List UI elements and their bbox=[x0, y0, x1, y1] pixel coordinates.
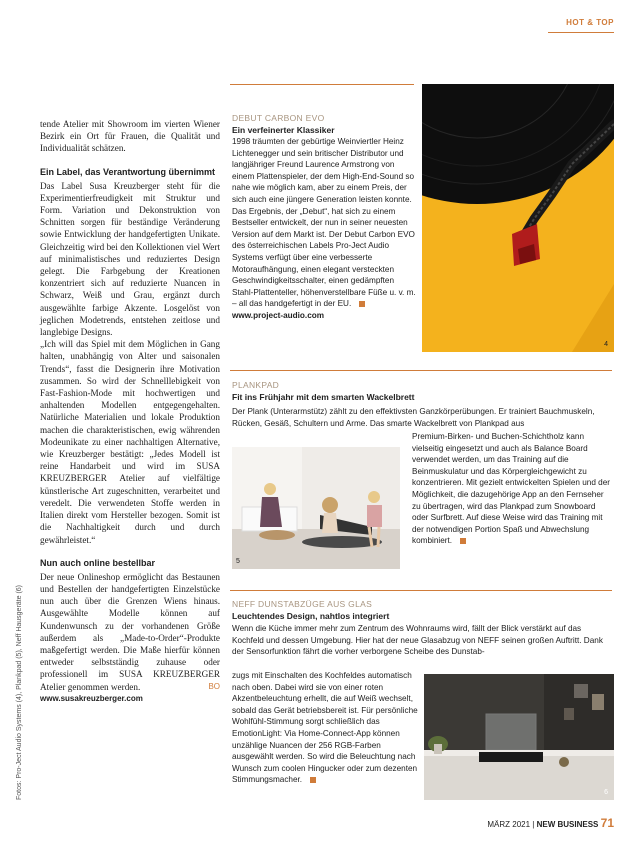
issue-date: MÄRZ 2021 bbox=[487, 820, 531, 829]
website-link[interactable]: www.susakreuzberger.com bbox=[40, 693, 143, 703]
paragraph: Das Label Susa Kreuzberger steht für die Experimentierfreudigkeit mit Struktur und Form. Variation und Dekonstruktion von Schnitten sorgen für beständige Veränderung sowie Entwicklung der handgefertigten Unikate. Gleichzeitig wird bei den Kollektionen viel Wert auf minimalistisches und reduziertes Design gelegt. Die Farbgebung der Kreationen konzentriert sich auf reduzierte Nuancen in Schwarz, Weiß und Grau, ergänzt durch ausgewählte farbige Akzente. Losgelöst von jeglichen Modetrends, entstehen zeitlose und langlebige Designs. bbox=[40, 180, 220, 338]
subheading: Nun auch online bestellbar bbox=[40, 557, 156, 568]
plank-body bbox=[412, 431, 612, 547]
plank-heading bbox=[232, 380, 612, 403]
paragraph: „Ich will das Spiel mit dem Möglichen in Gang halten, unabhängig von Alter und saisonalen Trends“, fasst die Designerin ihre Motivation zusammen. So wird der Schnelllebigkeit von Fast-Fashion-Mode mit hochwertigen und anhaltenden Modellen entgegengehalten. Natürliche Materialien und lokale Produktion machen die charakteristischen, ewig währenden Modeunikate zu einer nachhaltigen Alternative, wie Kreuzberger bestätigt: „Jedes Modell ist reine Handarbeit und wird im SUSA KREUZBERGER Atelier auf vielfältige künstlerische Art zugeschnitten, verarbeitet und veredelt. Die verwendeten Stoffe werden in Italien direkt vom Hersteller bezogen. Somit ist die Nachhaltigkeit durch und durch gewährleistet.“ bbox=[40, 339, 220, 545]
debut-article bbox=[232, 113, 416, 322]
article-body-text: 1998 träumten der gebürtige Weinviertler Heinz Lichtenegger und sein britischer Distributor und langjähriger Freund Laurence Armstrong von einem Plattenspieler, der dem High-End-Sound so nahe wie möglich kam, aber zu einem Preis, der sich auch eine jüngere Generation leisten konnte. Das Ergebnis, der „Debut“, hat sich zu einem Bestseller entwickelt, der nun in seiner neuesten Version auf dem Markt ist. Der Debut Carbon EVO des österreichischen Labels Pro-Ject Audio Systems verfügt über eine verbesserte Motoraufhängung, einen elegant versteckten Geschwindigkeitsschalter, einen gedämpften Stahl-Plattenteller, höhenverstellbare Füße u. v. m. – all das handgefertigt in der EU. bbox=[232, 137, 416, 309]
neff-intro: Wenn die Küche immer mehr zum Zentrum des Wohnraums wird, fällt der Blick verstärkt auf das Kochfeld und dessen Umgebung. Hier hat der neue Glasabzug von NEFF seinen großen Auftritt. Dank der Sensorfunktion fährt die vorher verborgene Scheibe des Dunstab- bbox=[232, 624, 603, 657]
website-link[interactable]: www.project-audio.com bbox=[232, 310, 325, 320]
neff-body bbox=[232, 670, 418, 786]
paragraph bbox=[40, 571, 220, 693]
end-mark bbox=[310, 777, 316, 783]
section-label: HOT & TOP bbox=[566, 18, 614, 27]
kitchen-illustration bbox=[424, 674, 614, 800]
col-rule-neff bbox=[230, 590, 612, 591]
neff-heading bbox=[232, 599, 612, 622]
article-body-text: zugs mit Einschalten des Kochfeldes automatisch nach oben. Dabei wird sie von einer roten Akzentbeleuchtung erhellt, die auf Weiß wechselt, sobald das Gerät betriebsbereit ist. Für persönliche Wohlfühl-Stimmung sorgt schließlich das EmotionLight: Via Home-Connect-App können unzählige Nuancen der 256 RGB-Farben ausgewählt werden. So wird die Beleuchtung nach Wunsch zum coolen Hingucker oder zum dezenten Stimmungsmacher. bbox=[232, 671, 418, 785]
image-number: 5 bbox=[236, 558, 240, 565]
plank-intro: Der Plank (Unterarmstütz) zählt zu den effektivsten Ganzkörperübungen. Er trainiert Bauchmuskeln, Rücken, Gesäß, Schultern und Arme. Das smarte Wackelbrett von Plankpad aus bbox=[232, 407, 595, 428]
end-mark bbox=[460, 538, 466, 544]
photo-credits: Fotos: Pro-Ject Audio Systems (4), Plankpad (5), Neff Hausgeräte (6) bbox=[16, 584, 23, 800]
article-body bbox=[232, 136, 416, 322]
article-subtitle: Fit ins Frühjahr mit dem smarten Wackelbrett bbox=[232, 392, 415, 402]
article-title: PLANKPAD bbox=[232, 380, 280, 390]
page-number: 71 bbox=[600, 816, 614, 830]
image-number: 6 bbox=[604, 789, 608, 796]
image-number: 4 bbox=[604, 341, 608, 348]
magazine-name: NEW BUSINESS bbox=[536, 820, 599, 829]
page-footer bbox=[487, 816, 614, 830]
subheading: Ein Label, das Verantwortung übernimmt bbox=[40, 166, 216, 177]
kitchen-photo bbox=[424, 674, 614, 800]
article-body-text: Premium-Birken- und Buchen-Schichtholz kann vielseitig eingesetzt und auch als Balance Board verwendet werden, um das Training auf die Beinmuskulatur und das Körpergleichgewicht zu konzentrieren. Mit gezielt entwickelten Spielen und der Möglichkeit, die dazugehörige App an den Fernseher zu übertragen, wird das Plankpad zum Snowboard oder Surfbrett. Auf diese Weise wird das Training mit der notwendigen Portion Spaß und Abwechslung kombiniert. bbox=[412, 432, 610, 546]
paragraph-text: Der neue Onlineshop ermöglicht das Bestaunen und Bestellen der handgefertigten Einzelstücke nun auch über die Grenzen Wiens hinaus. Ausgewählte Modelle können auf Kundenwunsch zu der vorhandenen Größe außerdem als „Made-to-Order“-Produkte maßgefertigt werden. Die Maße hierfür können entweder selbstständig zuhause oder professionell im SUSA KREUZBERGER Atelier genommen werden. bbox=[40, 571, 220, 692]
article-subtitle: Ein verfeinerter Klassiker bbox=[232, 125, 335, 135]
article-subtitle: Leuchtendes Design, nahtlos integriert bbox=[232, 611, 390, 621]
turntable-photo bbox=[422, 84, 614, 352]
col-rule-top bbox=[230, 84, 414, 85]
footer-separator: | bbox=[532, 820, 535, 829]
col-rule-plank bbox=[230, 370, 612, 371]
turntable-illustration bbox=[422, 84, 614, 352]
article-title: DEBUT CARBON EVO bbox=[232, 113, 325, 123]
article-title: NEFF DUNSTABZÜGE AUS GLAS bbox=[232, 599, 373, 609]
header-rule bbox=[548, 32, 614, 33]
plankpad-photo bbox=[232, 447, 400, 569]
end-mark bbox=[359, 301, 365, 307]
paragraph: tende Atelier mit Showroom im vierten Wiener Bezirk ein Ort für Frauen, die Qualität und Individualität schätzen. bbox=[40, 119, 220, 154]
plankpad-illustration bbox=[232, 447, 400, 569]
author-signature: BO bbox=[208, 681, 220, 691]
left-column bbox=[40, 118, 220, 705]
